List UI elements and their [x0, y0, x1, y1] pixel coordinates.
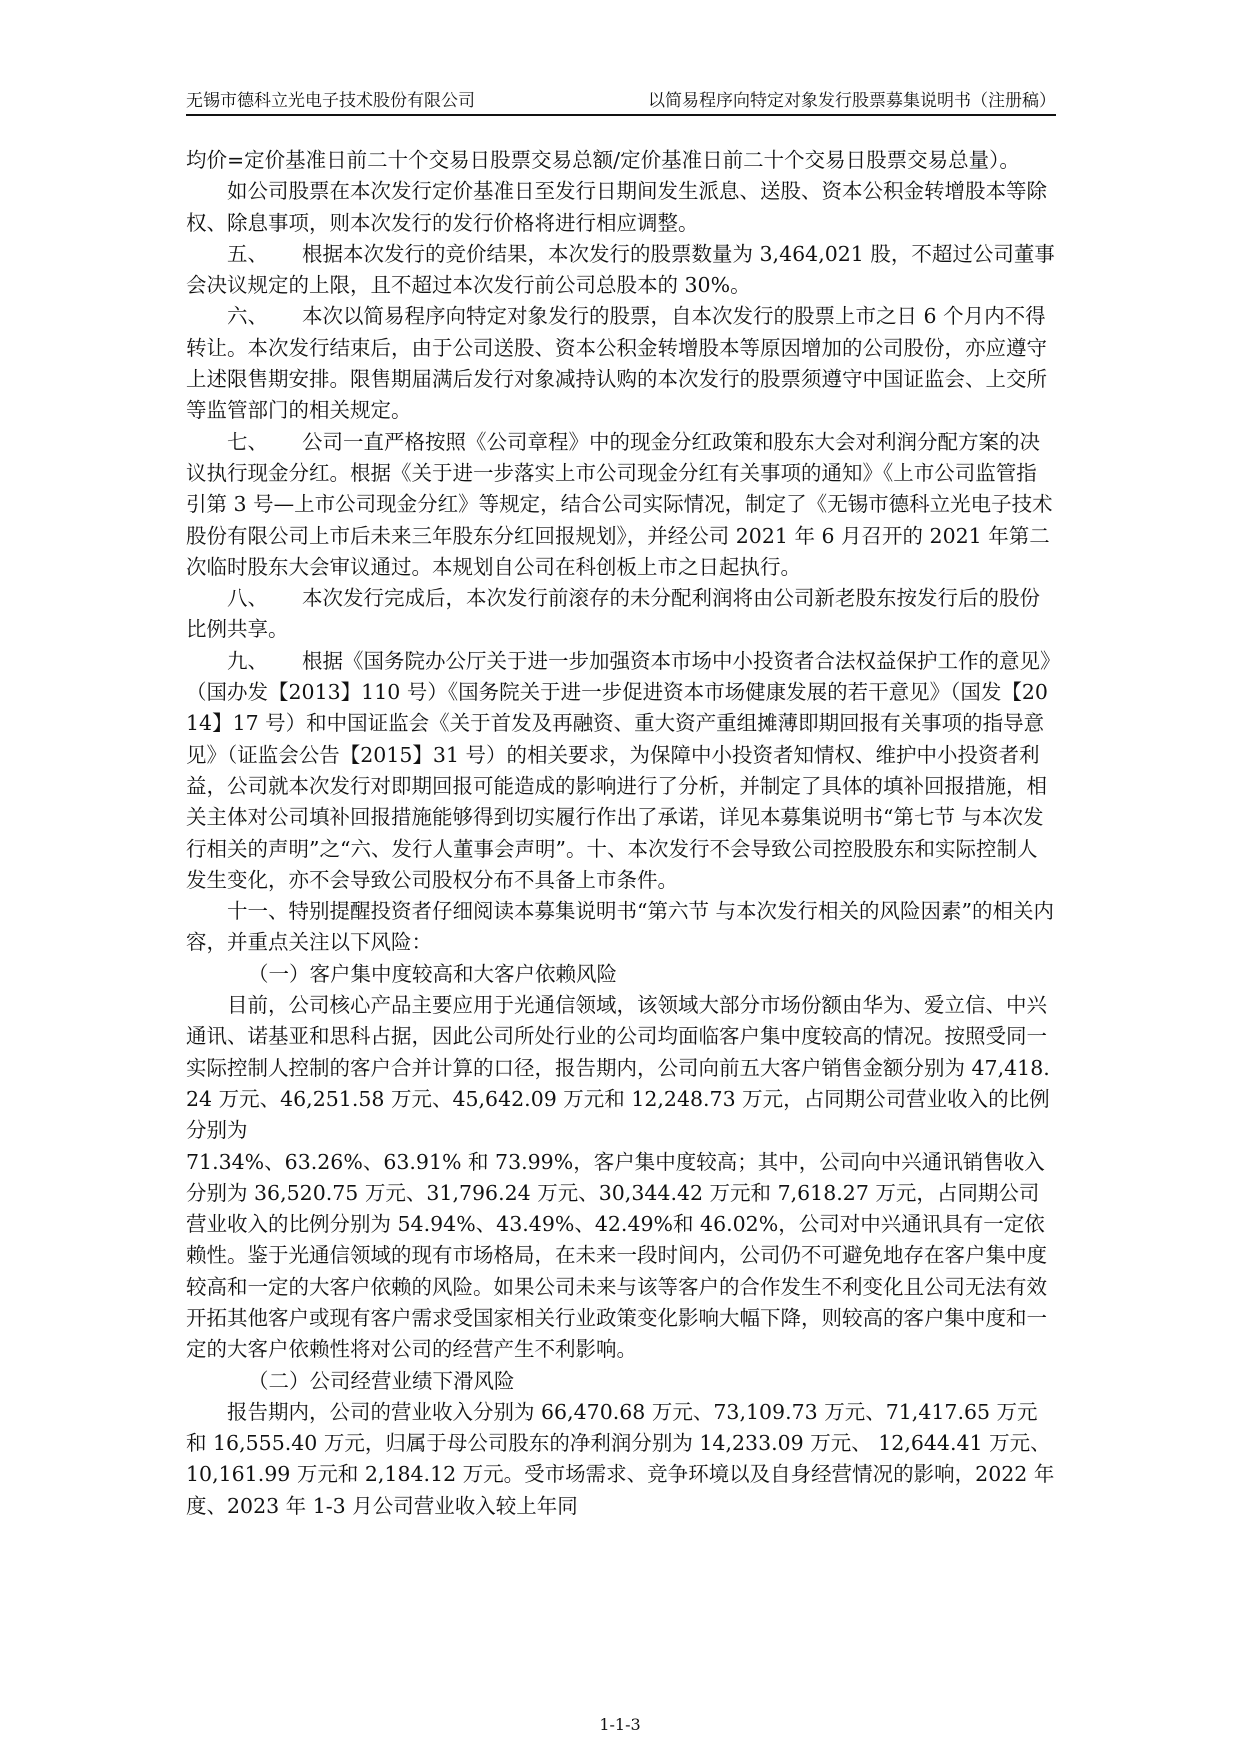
item-text: 根据本次发行的竞价结果，本次发行的股票数量为 3,464,021 股，不超过公司董事会决议规定的上限，且不超过本次发行前公司总股本的 30%。: [186, 241, 1055, 298]
item-number: 七、: [227, 429, 268, 454]
item-text: 公司一直严格按照《公司章程》中的现金分红政策和股东大会对利润分配方案的决议执行现金分红。根据《关于进一步落实上市公司现金分红有关事项的通知》《上市公司监管指引第 3 号—上市公司现金分红》等规定，结合公司实际情况，制定了《无锡市德科立光电子技术股份有限公司上市后未来三年股东分红回报规划》，并经公司 2021 年 6 月召开的 2021 年第二次临时股东大会审议通过。本规划自公司在科创板上市之日起执行。: [186, 429, 1053, 579]
header-rule: [186, 114, 1056, 116]
page-number: 1-1-3: [599, 1715, 641, 1734]
subheading-performance-decline: （二）公司经营业绩下滑风险: [248, 1368, 515, 1393]
paragraph-price-adjustment: 如公司股票在本次发行定价基准日至发行日期间发生派息、送股、资本公积金转增股本等除权、除息事项，则本次发行的发行价格将进行相应调整。: [186, 179, 1047, 235]
header-company-name: 无锡市德科立光电子技术股份有限公司: [186, 91, 475, 111]
paragraph-performance-decline: 报告期内，公司的营业收入分别为 66,470.68 万元、73,109.73 万元、71,417.65 万元和 16,555.40 万元，归属于母公司股东的净利润分别为 14,233.09 万元、 12,644.41 万元、10,161.99 万元和 2,184.12 万元。受市场需求、竞争环境以及自身经营情况的影响，2022 年度、2023 年 1-3 月公司营业收入较上年同: [186, 1399, 1055, 1518]
subheading-customer-concentration: （一）客户集中度较高和大客户依赖风险: [248, 961, 617, 986]
document-body: [186, 145, 1056, 1522]
paragraph-customer-concentration-cont: 71.34%、63.26%、63.91% 和 73.99%，客户集中度较高；其中，公司向中兴通讯销售收入分别为 36,520.75 万元、31,796.24 万元、30,344.42 万元和 7,618.27 万元，占同期公司营业收入的比例分别为 54.94%、43.49%、42.49%和 46.02%，公司对中兴通讯具有一定依赖性。鉴于光通信领域的现有市场格局，在未来一段时间内，公司仍不可避免地存在客户集中度较高和一定的大客户依赖的风险。如果公司未来与该等客户的合作发生不利变化且公司无法有效开拓其他客户或现有客户需求受国家相关行业政策变化影响大幅下降，则较高的客户集中度和一定的大客户依赖性将对公司的经营产生不利影响。: [186, 1149, 1047, 1362]
paragraph-customer-concentration: 目前，公司核心产品主要应用于光通信领域，该领域大部分市场份额由华为、爱立信、中兴通讯、诺基亚和思科占据，因此公司所处行业的公司均面临客户集中度较高的情况。按照受同一实际控制人控制的客户合并计算的口径，报告期内，公司向前五大客户销售金额分别为 47,418.24 万元、46,251.58 万元、45,642.09 万元和 12,248.73 万元，占同期公司营业收入的比例分别为: [186, 993, 1050, 1143]
paragraph-item-11: 十一、特别提醒投资者仔细阅读本募集说明书“第六节 与本次发行相关的风险因素”的相关内容，并重点关注以下风险：: [186, 899, 1054, 955]
item-text: 本次发行完成后，本次发行前滚存的未分配利润将由公司新老股东按发行后的股份比例共享。: [186, 586, 1040, 642]
paragraph-continuation: 均价=定价基准日前二十个交易日股票交易总额/定价基准日前二十个交易日股票交易总量）。: [186, 148, 1020, 172]
item-number: 八、: [227, 586, 268, 611]
paragraph-item-9: [186, 646, 1056, 896]
item-text: 本次以简易程序向特定对象发行的股票，自本次发行的股票上市之日 6 个月内不得转让。本次发行结束后，由于公司送股、资本公积金转增股本等原因增加的公司股份，亦应遵守上述限售期安排。限售期届满后发行对象减持认购的本次发行的股票须遵守中国证监会、上交所等监管部门的相关规定。: [186, 304, 1047, 423]
item-text: 根据《国务院办公厅关于进一步加强资本市场中小投资者合法权益保护工作的意见》（国办发【2013】110 号）《国务院关于进一步促进资本市场健康发展的若干意见》（国发【2014】17 号）和中国证监会《关于首发及再融资、重大资产重组摊薄即期回报有关事项的指导意见》（证监会公告【2015】31 号）的相关要求，为保障中小投资者知情权、维护中小投资者利益，公司就本次发行对即期回报可能造成的影响进行了分析，并制定了具体的填补回报措施，相关主体对公司填补回报措施能够得到切实履行作出了承诺，详见本募集说明书“第七节 与本次发行相关的声明”之“六、发行人董事会声明”。十、本次发行不会导致公司控股股东和实际控制人发生变化，亦不会导致公司股权分布不具备上市条件。: [186, 648, 1051, 892]
item-number: 五、: [227, 241, 268, 266]
paragraph-item-5: [186, 239, 1056, 302]
header-document-title: 以简易程序向特定对象发行股票募集说明书（注册稿）: [648, 91, 1056, 111]
item-number: 九、: [227, 648, 268, 673]
paragraph-item-8: [186, 583, 1056, 646]
item-number: 六、: [227, 304, 268, 329]
page-header: [186, 88, 1056, 114]
paragraph-item-7: [186, 427, 1056, 583]
paragraph-item-6: [186, 301, 1056, 426]
